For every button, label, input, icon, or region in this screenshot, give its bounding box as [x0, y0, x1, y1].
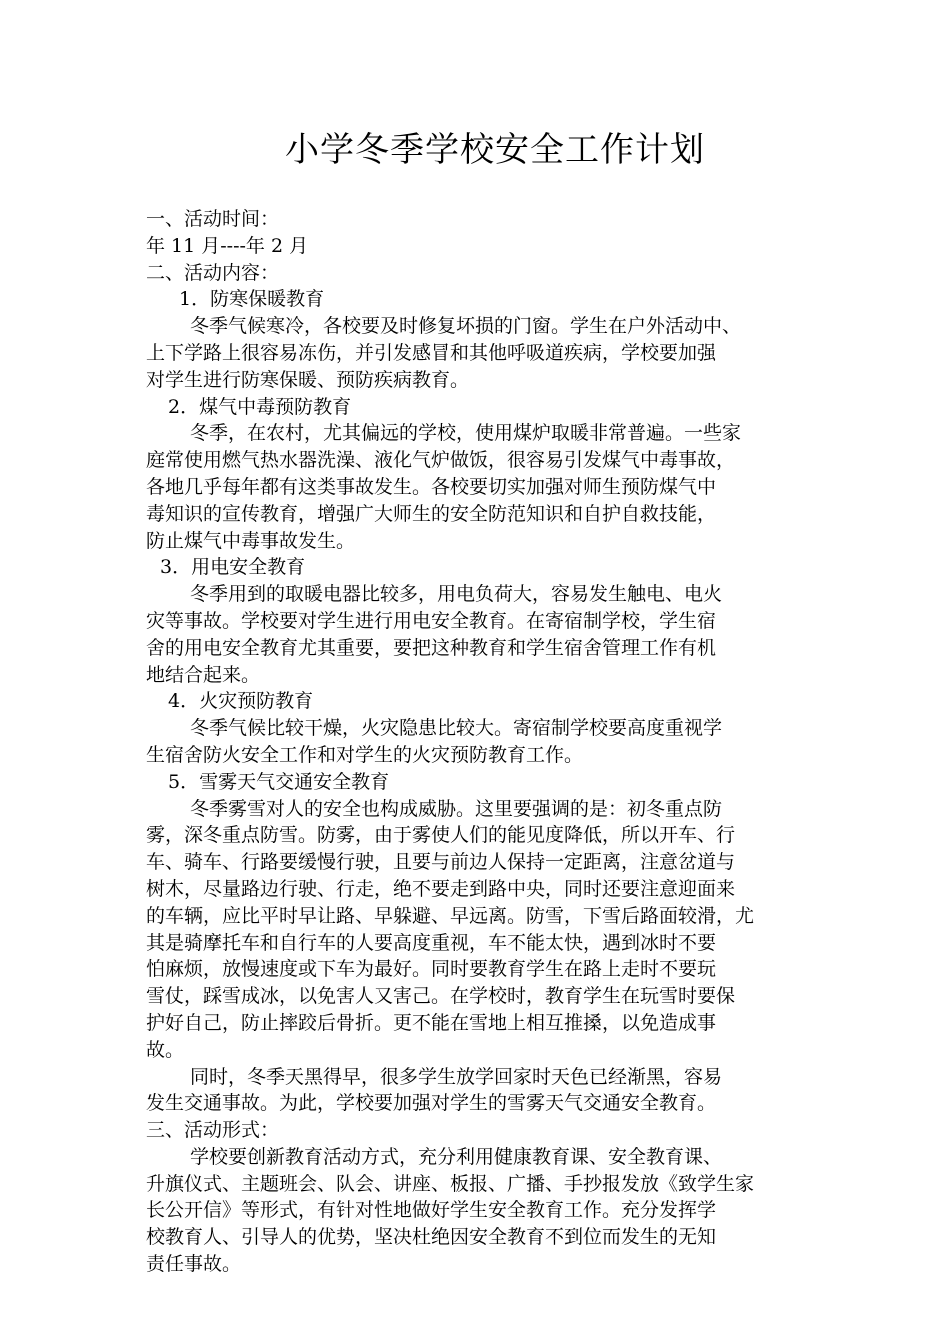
text-line: 护好自己，防止摔跤后骨折。更不能在雪地上相互推搡，以免造成事: [146, 1011, 717, 1034]
text-line: 毒知识的宣传教育，增强广大师生的安全防范知识和自护自救技能，: [146, 502, 717, 525]
text-line: 责任事故。: [146, 1253, 242, 1276]
document-body: [146, 206, 826, 1278]
text-line: 上下学路上很容易冻伤，并引发感冒和其他呼吸道疾病，学校要加强: [146, 341, 717, 364]
text-line: 冬季，在农村，尤其偏远的学校，使用煤炉取暖非常普遍。一些家: [190, 422, 742, 445]
text-line: 1．防寒保暖教育: [179, 288, 325, 311]
text-line: 升旗仪式、主题班会、队会、讲座、板报、广播、手抄报发放《致学生家: [146, 1172, 755, 1195]
text-line: 长公开信》等形式，有针对性地做好学生安全教育工作。充分发挥学: [146, 1199, 717, 1222]
text-line: 冬季用到的取暖电器比较多，用电负荷大，容易发生触电、电火: [190, 583, 723, 606]
text-line: 学校要创新教育活动方式，充分利用健康教育课、安全教育课、: [190, 1145, 723, 1168]
text-line: 各地几乎每年都有这类事故发生。各校要切实加强对师生预防煤气中: [146, 475, 717, 498]
text-line: 发生交通事故。为此，学校要加强对学生的雪雾天气交通安全教育。: [146, 1092, 717, 1115]
text-line: 灾等事故。学校要对学生进行用电安全教育。在寄宿制学校，学生宿: [146, 609, 717, 632]
text-line: 2．煤气中毒预防教育: [168, 395, 352, 418]
text-line: 同时，冬季天黑得早，很多学生放学回家时天色已经渐黑，容易: [190, 1065, 723, 1088]
text-line: 冬季气候寒冷，各校要及时修复坏损的门窗。学生在户外活动中、: [190, 315, 742, 338]
text-line: 怕麻烦，放慢速度或下车为最好。同时要教育学生在路上走时不要玩: [146, 958, 717, 981]
text-line: 冬季气候比较干燥，火灾隐患比较大。寄宿制学校要高度重视学: [190, 717, 723, 740]
text-line: 4．火灾预防教育: [168, 690, 314, 713]
document-title: 小学冬季学校安全工作计划: [285, 130, 705, 170]
text-line: 故。: [146, 1038, 185, 1061]
text-line: 校教育人、引导人的优势，坚决杜绝因安全教育不到位而发生的无知: [146, 1226, 717, 1249]
text-line: 5．雪雾天气交通安全教育: [168, 770, 390, 793]
text-line: 生宿舍防火安全工作和对学生的火灾预防教育工作。: [146, 743, 584, 766]
text-line: 车、骑车、行路要缓慢行驶，且要与前边人保持一定距离，注意岔道与: [146, 851, 736, 874]
text-line: 对学生进行防寒保暖、预防疾病教育。: [146, 368, 470, 391]
text-line: 雾，深冬重点防雪。防雾，由于雾使人们的能见度降低，所以开车、行: [146, 824, 736, 847]
text-line: 雪仗，踩雪成冰，以免害人又害己。在学校时，教育学生在玩雪时要保: [146, 985, 736, 1008]
text-line: 地结合起来。: [146, 663, 261, 686]
text-line: 舍的用电安全教育尤其重要，要把这种教育和学生宿舍管理工作有机: [146, 636, 717, 659]
text-line: 的车辆，应比平时早让路、早躲避、早远离。防雪，下雪后路面较滑，尤: [146, 904, 755, 927]
text-line: 三、活动形式：: [146, 1119, 280, 1142]
text-line: 冬季雾雪对人的安全也构成威胁。这里要强调的是：初冬重点防: [190, 797, 723, 820]
text-line: 庭常使用燃气热水器洗澡、液化气炉做饭，很容易引发煤气中毒事故，: [146, 449, 736, 472]
text-line: 一、活动时间：: [146, 208, 280, 230]
text-line: 年 11 月----年 2 月: [146, 234, 309, 257]
text-line: 其是骑摩托车和自行车的人要高度重视，车不能太快，遇到冰时不要: [146, 931, 717, 954]
text-line: 3．用电安全教育: [160, 556, 306, 579]
text-line: 防止煤气中毒事故发生。: [146, 529, 356, 552]
text-line: 二、活动内容：: [146, 261, 280, 284]
text-line: 树木，尽量路边行驶、行走，绝不要走到路中央，同时还要注意迎面来: [146, 877, 736, 900]
